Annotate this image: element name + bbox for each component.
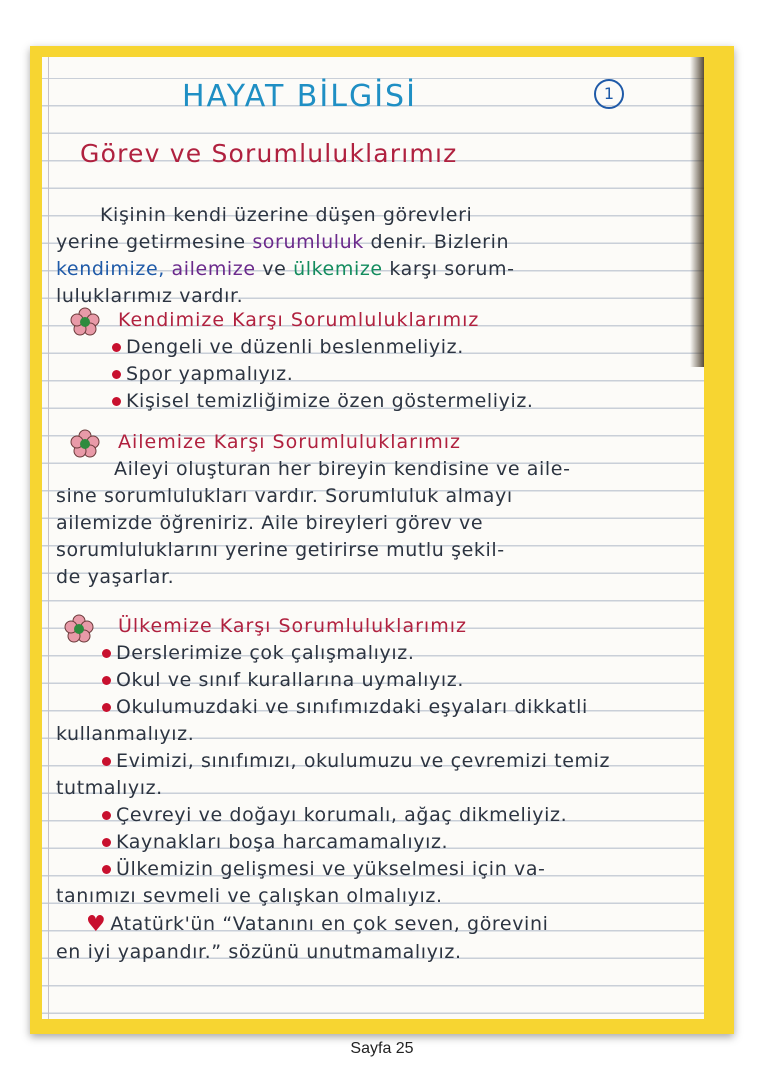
keyword-ailemize: ailemize (164, 258, 256, 280)
bullet-dot-icon (102, 838, 111, 847)
keyword-kendimize: kendimize, (56, 258, 165, 280)
bullet-dot-icon (112, 397, 121, 406)
intro-text: ve (255, 258, 294, 280)
paragraph-line: ailemizde öğreniriz. Aile bireyleri görev ve (56, 512, 484, 534)
notebook-page (42, 57, 704, 1019)
bullet-dot-icon (102, 865, 111, 874)
intro-text: karşı sorum- (382, 258, 515, 280)
list-item-text: Okulumuzdaki ve sınıfımızdaki eşyaları dikkatli (116, 696, 588, 718)
list-item (102, 804, 567, 826)
list-item (102, 750, 610, 772)
flower-icon (70, 429, 100, 459)
intro-text: yerine getirmesine (56, 231, 253, 253)
intro-line-1: Kişinin kendi üzerine düşen görevleri (100, 204, 473, 226)
section-heading-kendimize: Kendimize Karşı Sorumluluklarımız (118, 309, 480, 331)
section-heading-ailemize: Ailemize Karşı Sorumluluklarımız (118, 431, 461, 453)
intro-line-2 (56, 231, 509, 253)
paragraph-line: de yaşarlar. (56, 566, 175, 588)
flower-icon (64, 614, 94, 644)
list-item-text: Evimizi, sınıfımızı, okulumuzu ve çevremizi temiz (116, 750, 611, 772)
paragraph-line: sine sorumlulukları vardır. Sorumluluk almayı (56, 485, 513, 507)
list-item-text: Okul ve sınıf kurallarına uymalıyız. (116, 669, 464, 691)
list-item-text: Spor yapmalıyız. (126, 363, 294, 385)
paragraph-line: sorumluluklarını yerine getirirse mutlu şekil- (56, 539, 505, 561)
list-item-continuation: tutmalıyız. (56, 777, 163, 799)
page-title: HAYAT BİLGİSİ (182, 79, 417, 114)
bullet-dot-icon (102, 811, 111, 820)
margin-line (48, 57, 49, 1019)
section-heading-ulkemize: Ülkemize Karşı Sorumluluklarımız (118, 615, 467, 637)
main-heading: Görev ve Sorumluluklarımız (80, 139, 458, 168)
list-item-continuation: tanımızı sevmeli ve çalışkan olmalıyız. (56, 885, 443, 907)
list-item-text: Kişisel temizliğimize özen göstermeliyiz. (126, 390, 534, 412)
quote-text: Atatürk'ün “Vatanını en çok seven, görevini (110, 913, 549, 935)
list-item-continuation: kullanmalıyız. (56, 723, 195, 745)
quote-line-1 (86, 912, 548, 937)
intro-line-4: luluklarımız vardır. (56, 285, 244, 307)
bullet-dot-icon (102, 649, 111, 658)
intro-text: denir. Bizlerin (363, 231, 510, 253)
flower-icon (70, 307, 100, 337)
intro-line-3 (56, 258, 515, 280)
list-item (112, 336, 464, 358)
list-item (102, 858, 546, 880)
heart-icon: ♥ (86, 912, 107, 937)
bullet-dot-icon (102, 676, 111, 685)
bullet-dot-icon (112, 370, 121, 379)
list-item-text: Çevreyi ve doğayı korumalı, ağaç dikmeliyiz. (116, 804, 568, 826)
list-item (112, 390, 534, 412)
circled-number-icon: 1 (594, 79, 624, 109)
list-item (102, 696, 588, 718)
paragraph-line: Aileyi oluşturan her bireyin kendisine ve aile- (114, 458, 571, 480)
bullet-dot-icon (102, 703, 111, 712)
notebook-frame (30, 46, 734, 1034)
keyword-sorumluluk: sorumluluk (252, 231, 364, 253)
bullet-dot-icon (102, 757, 111, 766)
quote-line-2: en iyi yapandır.” sözünü unutmamalıyız. (56, 941, 462, 963)
list-item (102, 831, 448, 853)
list-item-text: Dengeli ve düzenli beslenmeliyiz. (126, 336, 464, 358)
page-footer: Sayfa 25 (350, 1040, 414, 1057)
list-item (102, 669, 464, 691)
list-item-text: Derslerimize çok çalışmalıyız. (116, 642, 415, 664)
list-item (112, 363, 293, 385)
keyword-ulkemize: ülkemize (293, 258, 383, 280)
list-item-text: Ülkemizin gelişmesi ve yükselmesi için va- (116, 858, 546, 880)
list-item-text: Kaynakları boşa harcamamalıyız. (116, 831, 449, 853)
list-item (102, 642, 414, 664)
bullet-dot-icon (112, 343, 121, 352)
page-edge-shadow (690, 57, 704, 367)
